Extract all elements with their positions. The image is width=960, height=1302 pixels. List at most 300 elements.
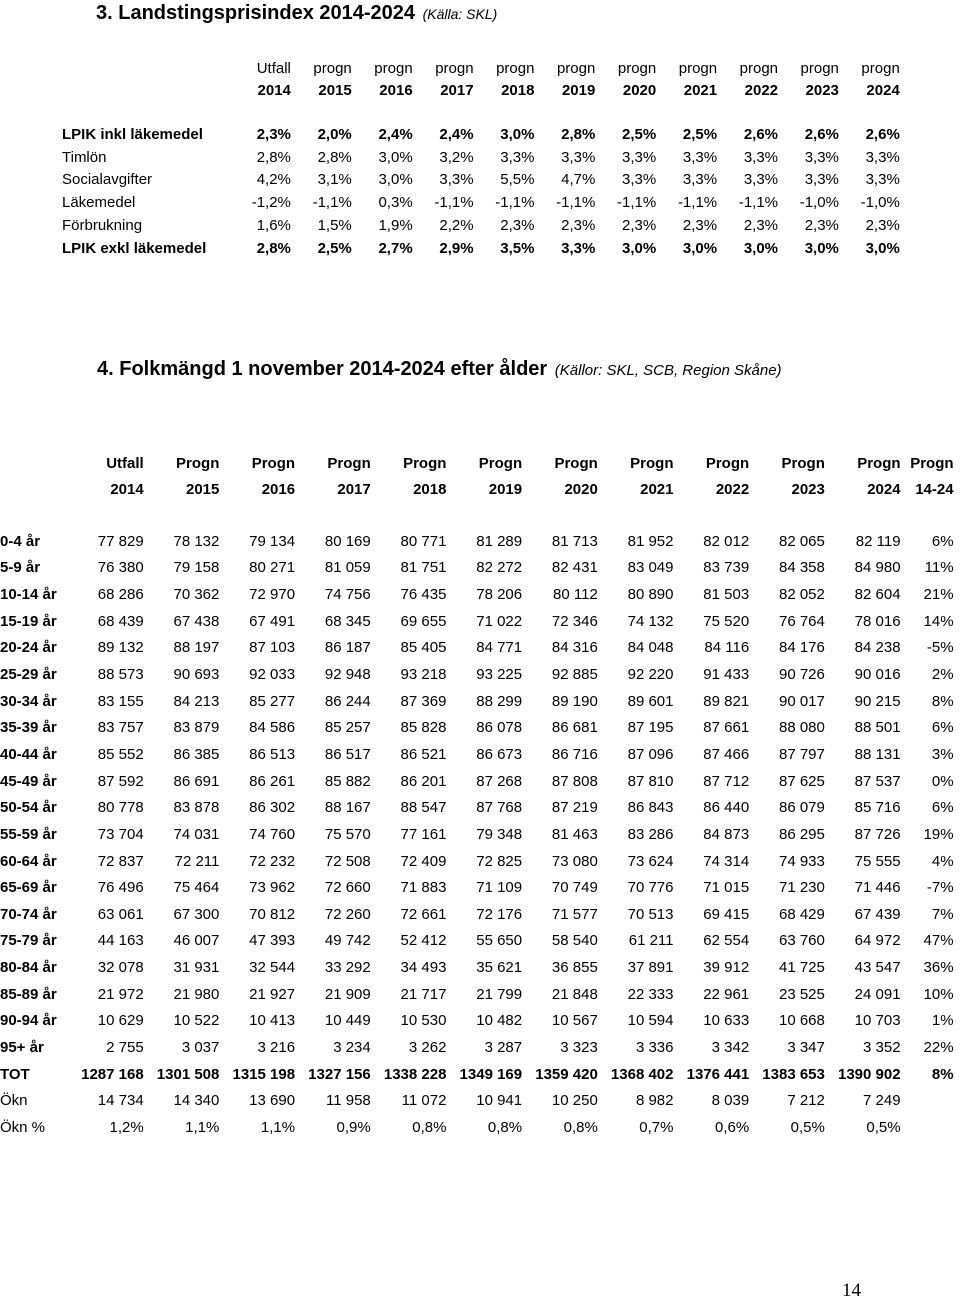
value-cell: 3,3%: [682, 171, 718, 189]
header-cell: progn: [496, 59, 535, 77]
section4-source: (Källor: SKL, SCB, Region Skåne): [554, 362, 782, 379]
header-cell: Progn: [554, 454, 598, 472]
value-cell: 86 517: [324, 745, 371, 763]
value-cell: 10 629: [97, 1012, 144, 1030]
value-cell: 10 594: [627, 1012, 674, 1030]
value-cell: 86 691: [173, 772, 220, 790]
value-cell: 81 463: [551, 825, 598, 843]
value-cell: 86 302: [249, 799, 296, 817]
value-cell: 2,5%: [622, 125, 657, 143]
value-cell: 83 739: [703, 559, 750, 577]
value-cell: 74 132: [627, 612, 674, 630]
header-cell: [0, 476, 68, 502]
value-cell: 2,6%: [743, 125, 779, 143]
header-cell: 2023: [791, 480, 825, 498]
value-cell: -1,1%: [556, 194, 596, 212]
value-cell: 63 061: [97, 905, 144, 923]
value-cell: 87 797: [778, 745, 825, 763]
value-cell: 72 825: [476, 852, 523, 870]
header-cell: progn: [435, 59, 474, 77]
value-cell: 3 216: [257, 1038, 296, 1056]
value-cell: 87 466: [703, 745, 750, 763]
value-cell: 83 155: [97, 692, 144, 710]
value-cell: 43 547: [854, 959, 901, 977]
header-cell: Progn: [251, 454, 296, 472]
header-cell: Progn: [630, 454, 674, 472]
value-cell: 3,0%: [682, 239, 718, 257]
value-cell: 74 760: [249, 825, 296, 843]
header-cell: Progn: [857, 454, 901, 472]
value-cell: 73 624: [627, 852, 674, 870]
value-cell: 63 760: [778, 932, 825, 950]
value-cell: 11 072: [401, 1092, 447, 1110]
value-cell: 74 031: [173, 825, 220, 843]
row-label: 75-79 år: [0, 932, 57, 950]
table-row: [0, 714, 954, 741]
value-cell: 14%: [923, 612, 954, 630]
value-cell: 4,2%: [256, 171, 291, 189]
value-cell: 3 352: [863, 1038, 901, 1056]
value-cell: 21 848: [551, 985, 598, 1003]
value-cell: -1,0%: [799, 194, 839, 212]
value-cell: 55 650: [476, 932, 523, 950]
value-cell: 3 287: [484, 1038, 523, 1056]
header-cell: 2022: [744, 81, 779, 99]
header-cell: 2014: [110, 480, 144, 498]
header-cell: progn: [800, 59, 839, 77]
row-label: TOT: [0, 1065, 30, 1083]
header-row: [0, 450, 954, 476]
header-cell: [0, 450, 68, 476]
value-cell: 2,4%: [439, 125, 474, 143]
section4-title-text: 4. Folkmängd 1 november 2014-2024 efter ålder: [97, 358, 548, 380]
value-cell: 82 065: [778, 532, 825, 550]
value-cell: 71 883: [400, 879, 447, 897]
value-cell: 10 449: [324, 1012, 371, 1030]
header-cell: 2016: [261, 480, 296, 498]
value-cell: 1349 169: [459, 1065, 523, 1083]
value-cell: 0,5%: [866, 1118, 901, 1136]
value-cell: -1,2%: [251, 194, 291, 212]
value-cell: 76 764: [778, 612, 825, 630]
table-row: [0, 901, 954, 928]
value-cell: 1,1%: [260, 1118, 296, 1136]
value-cell: -1,1%: [677, 194, 718, 212]
value-cell: 93 218: [400, 666, 447, 684]
value-cell: 84 980: [854, 559, 901, 577]
value-cell: 88 167: [324, 799, 371, 817]
value-cell: 87 268: [476, 772, 523, 790]
value-cell: 87 768: [476, 799, 523, 817]
value-cell: 88 080: [778, 719, 825, 737]
table-row: [0, 1008, 954, 1035]
value-cell: 10 668: [778, 1012, 825, 1030]
value-cell: 52 412: [400, 932, 447, 950]
value-cell: 86 261: [249, 772, 296, 790]
value-cell: 6%: [931, 799, 954, 817]
value-cell: 1338 228: [383, 1065, 447, 1083]
value-cell: 70 513: [627, 905, 674, 923]
spacer-cell: [0, 502, 954, 528]
value-cell: 58 540: [551, 932, 598, 950]
row-label: 35-39 år: [0, 719, 57, 737]
value-cell: 10%: [923, 985, 954, 1003]
value-cell: 70 812: [249, 905, 296, 923]
value-cell: 3,0%: [378, 148, 413, 166]
value-cell: 68 429: [778, 905, 825, 923]
value-cell: 3 347: [787, 1038, 825, 1056]
value-cell: 11%: [924, 559, 954, 577]
value-cell: 82 431: [551, 559, 598, 577]
value-cell: 68 345: [324, 612, 371, 630]
table-row: [0, 821, 954, 848]
value-cell: 2,3%: [561, 217, 596, 235]
value-cell: 84 048: [627, 639, 674, 657]
value-cell: 69 655: [400, 612, 447, 630]
header-cell: 2017: [440, 81, 474, 99]
value-cell: 3,3%: [561, 239, 596, 257]
value-cell: 79 348: [476, 825, 523, 843]
value-cell: 3,3%: [865, 148, 900, 166]
value-cell: 83 757: [97, 719, 144, 737]
value-cell: 86 681: [551, 719, 598, 737]
header-cell: 2014: [257, 81, 291, 99]
value-cell: 88 501: [854, 719, 901, 737]
section3-source: (Källa: SKL): [422, 6, 498, 22]
value-cell: 35 621: [476, 959, 523, 977]
value-cell: 2,4%: [378, 125, 413, 143]
value-cell: 78 132: [173, 532, 220, 550]
value-cell: 72 837: [97, 852, 144, 870]
value-cell: 84 176: [778, 639, 825, 657]
value-cell: 67 300: [173, 905, 220, 923]
header-cell: Progn: [478, 454, 523, 472]
row-label: 80-84 år: [0, 959, 57, 977]
table-row: [62, 123, 900, 146]
value-cell: 80 271: [249, 559, 296, 577]
row-label: Ökn %: [0, 1118, 46, 1136]
value-cell: 84 771: [476, 639, 523, 657]
value-cell: 19%: [923, 825, 954, 843]
value-cell: 73 962: [249, 879, 296, 897]
header-cell: 2024: [866, 81, 900, 99]
value-cell: 10 413: [249, 1012, 296, 1030]
table-row: [0, 581, 954, 608]
value-cell: 76 435: [400, 586, 447, 604]
value-cell: 85 277: [249, 692, 296, 710]
table-row: [0, 768, 954, 795]
table-row: [0, 635, 954, 662]
value-cell: 49 742: [324, 932, 371, 950]
table-row: [62, 146, 900, 169]
value-cell: [901, 1087, 954, 1114]
value-cell: 3,0%: [743, 239, 779, 257]
value-cell: 87 537: [854, 772, 901, 790]
value-cell: 36 855: [551, 959, 598, 977]
header-row: [62, 57, 900, 79]
row-label: 10-14 år: [0, 586, 57, 604]
value-cell: 34 493: [400, 959, 447, 977]
value-cell: 21 980: [173, 985, 220, 1003]
value-cell: 93 225: [476, 666, 523, 684]
value-cell: 3,3%: [743, 171, 779, 189]
value-cell: 33 292: [324, 959, 371, 977]
value-cell: 85 257: [324, 719, 371, 737]
value-cell: 6%: [931, 532, 954, 550]
value-cell: 3,3%: [439, 171, 474, 189]
row-label: 60-64 år: [0, 852, 57, 870]
value-cell: 0,8%: [487, 1118, 523, 1136]
value-cell: -1,0%: [860, 194, 900, 212]
value-cell: 74 314: [703, 852, 750, 870]
row-label: Ökn: [0, 1092, 28, 1110]
row-label: 90-94 år: [0, 1012, 57, 1030]
value-cell: 72 409: [400, 852, 447, 870]
value-cell: 78 206: [476, 586, 523, 604]
value-cell: 3,3%: [682, 148, 718, 166]
value-cell: 79 158: [173, 559, 220, 577]
value-cell: 84 873: [703, 825, 750, 843]
value-cell: 89 821: [703, 692, 750, 710]
value-cell: -1,1%: [312, 194, 352, 212]
value-cell: 1390 902: [837, 1065, 901, 1083]
value-cell: 2,6%: [865, 125, 900, 143]
value-cell: 0,6%: [714, 1118, 750, 1136]
value-cell: 2,3%: [743, 217, 779, 235]
header-row: [0, 476, 954, 502]
row-label: Socialavgifter: [62, 171, 153, 189]
table-row: [62, 214, 900, 237]
value-cell: 3 336: [635, 1038, 674, 1056]
value-cell: 1,6%: [256, 217, 291, 235]
header-cell: 14-24: [915, 480, 954, 498]
value-cell: 70 362: [173, 586, 220, 604]
header-cell: 2016: [379, 81, 413, 99]
value-cell: 69 415: [703, 905, 750, 923]
section3-title-text: 3. Landstingsprisindex 2014-2024: [96, 2, 416, 24]
value-cell: -1,1%: [495, 194, 535, 212]
value-cell: 79 134: [249, 532, 296, 550]
value-cell: 86 079: [778, 799, 825, 817]
header-cell: 2019: [488, 480, 523, 498]
value-cell: 80 890: [627, 586, 674, 604]
header-cell: progn: [678, 59, 718, 77]
header-row: [62, 79, 900, 101]
value-cell: 92 948: [324, 666, 371, 684]
row-label: Timlön: [62, 148, 107, 166]
value-cell: 85 882: [324, 772, 371, 790]
header-cell: progn: [739, 59, 779, 77]
value-cell: 77 829: [97, 532, 144, 550]
table-row: [0, 688, 954, 715]
value-cell: 3,3%: [500, 148, 535, 166]
table-row: [62, 191, 900, 214]
value-cell: 82 119: [855, 532, 901, 550]
header-cell: Progn: [781, 454, 825, 472]
value-cell: 0,8%: [412, 1118, 447, 1136]
value-cell: 87 103: [249, 639, 296, 657]
value-cell: 81 713: [551, 532, 598, 550]
value-cell: 84 116: [704, 639, 750, 657]
header-cell: Progn: [910, 454, 954, 472]
value-cell: 1359 420: [535, 1065, 598, 1083]
value-cell: 14 340: [173, 1092, 220, 1110]
value-cell: 72 970: [249, 586, 296, 604]
value-cell: 67 438: [173, 612, 220, 630]
table-row: [0, 528, 954, 555]
value-cell: 84 586: [249, 719, 296, 737]
header-cell: 2021: [640, 480, 674, 498]
value-cell: 89 190: [551, 692, 598, 710]
value-cell: 87 096: [627, 745, 674, 763]
value-cell: 8%: [931, 1065, 954, 1083]
value-cell: 1,5%: [317, 217, 352, 235]
header-cell: [62, 57, 230, 79]
table-row: [0, 555, 954, 582]
value-cell: 71 446: [854, 879, 901, 897]
value-cell: 92 033: [249, 666, 296, 684]
row-label: 15-19 år: [0, 612, 57, 630]
value-cell: 90 016: [854, 666, 901, 684]
value-cell: 84 238: [854, 639, 901, 657]
value-cell: 72 176: [476, 905, 523, 923]
value-cell: 76 380: [97, 559, 144, 577]
value-cell: 3,1%: [317, 171, 352, 189]
table-row: [0, 928, 954, 955]
value-cell: 88 197: [173, 639, 220, 657]
value-cell: 71 109: [476, 879, 523, 897]
value-cell: 3,0%: [378, 171, 413, 189]
value-cell: 84 358: [778, 559, 825, 577]
value-cell: 3 323: [560, 1038, 598, 1056]
value-cell: 82 604: [854, 586, 901, 604]
value-cell: 10 522: [173, 1012, 220, 1030]
header-cell: 2015: [186, 480, 220, 498]
value-cell: 90 726: [778, 666, 825, 684]
table-row: [0, 874, 954, 901]
value-cell: 2,3%: [804, 217, 839, 235]
header-cell: progn: [374, 59, 413, 77]
row-label: 95+ år: [0, 1038, 44, 1056]
value-cell: -1,1%: [617, 194, 657, 212]
value-cell: 61 211: [628, 932, 674, 950]
value-cell: -5%: [926, 639, 954, 657]
row-label: 45-49 år: [0, 772, 57, 790]
value-cell: -1,1%: [434, 194, 474, 212]
value-cell: 3 262: [408, 1038, 447, 1056]
value-cell: 90 017: [778, 692, 825, 710]
value-cell: 0,7%: [639, 1118, 674, 1136]
value-cell: 21 972: [97, 985, 144, 1003]
header-cell: 2018: [413, 480, 447, 498]
value-cell: 70 749: [551, 879, 598, 897]
header-cell: Utfall: [256, 59, 291, 77]
value-cell: 10 941: [476, 1092, 523, 1110]
header-cell: Progn: [176, 454, 220, 472]
value-cell: 39 912: [703, 959, 750, 977]
value-cell: 88 299: [476, 692, 523, 710]
value-cell: 86 201: [400, 772, 447, 790]
value-cell: 0,9%: [336, 1118, 371, 1136]
header-cell: Progn: [705, 454, 750, 472]
table-row: [0, 848, 954, 875]
value-cell: 86 244: [324, 692, 371, 710]
value-cell: 80 169: [324, 532, 371, 550]
value-cell: 83 879: [173, 719, 220, 737]
value-cell: 10 633: [703, 1012, 750, 1030]
value-cell: 82 272: [476, 559, 523, 577]
spacer-cell: [62, 101, 900, 123]
value-cell: 86 521: [400, 745, 447, 763]
value-cell: 68 439: [97, 612, 144, 630]
header-cell: Utfall: [106, 454, 144, 472]
value-cell: 21 799: [476, 985, 523, 1003]
value-cell: 7 249: [863, 1092, 901, 1110]
row-label: 5-9 år: [0, 559, 41, 577]
header-cell: progn: [617, 59, 657, 77]
value-cell: 3,0%: [622, 239, 657, 257]
header-cell: Progn: [327, 454, 371, 472]
value-cell: 72 661: [400, 905, 447, 923]
value-cell: 3 342: [711, 1038, 750, 1056]
page-number: 14: [842, 1280, 861, 1301]
value-cell: 37 891: [627, 959, 674, 977]
value-cell: 3 234: [333, 1038, 371, 1056]
value-cell: 67 491: [249, 612, 296, 630]
value-cell: 2,5%: [317, 239, 352, 257]
value-cell: 1368 402: [610, 1065, 674, 1083]
row-label: 40-44 år: [0, 745, 57, 763]
value-cell: -1,1%: [738, 194, 779, 212]
value-cell: 2,3%: [256, 125, 291, 143]
value-cell: 74 756: [324, 586, 371, 604]
value-cell: 4%: [931, 852, 954, 870]
value-cell: 8%: [931, 692, 954, 710]
value-cell: 73 704: [97, 825, 144, 843]
header-cell: 2021: [683, 81, 718, 99]
row-label: 20-24 år: [0, 639, 57, 657]
value-cell: 3,0%: [804, 239, 839, 257]
value-cell: 21%: [923, 586, 954, 604]
value-cell: 89 601: [627, 692, 674, 710]
value-cell: 31 931: [173, 959, 220, 977]
value-cell: 22 961: [703, 985, 750, 1003]
value-cell: 21 927: [249, 985, 296, 1003]
value-cell: 87 712: [703, 772, 750, 790]
header-cell: 2019: [561, 81, 596, 99]
value-cell: 2,7%: [378, 239, 413, 257]
value-cell: 87 726: [854, 825, 901, 843]
table-row: [0, 1061, 954, 1088]
value-cell: 87 219: [551, 799, 598, 817]
value-cell: 62 554: [703, 932, 750, 950]
header-cell: 2020: [564, 480, 598, 498]
value-cell: 72 232: [249, 852, 296, 870]
value-cell: 88 547: [400, 799, 447, 817]
value-cell: 3,0%: [865, 239, 900, 257]
value-cell: 23 525: [778, 985, 825, 1003]
value-cell: 32 078: [97, 959, 144, 977]
value-cell: 10 530: [400, 1012, 447, 1030]
value-cell: 2,6%: [804, 125, 839, 143]
value-cell: 85 405: [400, 639, 447, 657]
value-cell: 2,5%: [682, 125, 718, 143]
header-cell: progn: [556, 59, 596, 77]
value-cell: 3,5%: [500, 239, 535, 257]
value-cell: 85 716: [854, 799, 901, 817]
value-cell: 3%: [931, 745, 954, 763]
value-cell: 81 751: [400, 559, 447, 577]
